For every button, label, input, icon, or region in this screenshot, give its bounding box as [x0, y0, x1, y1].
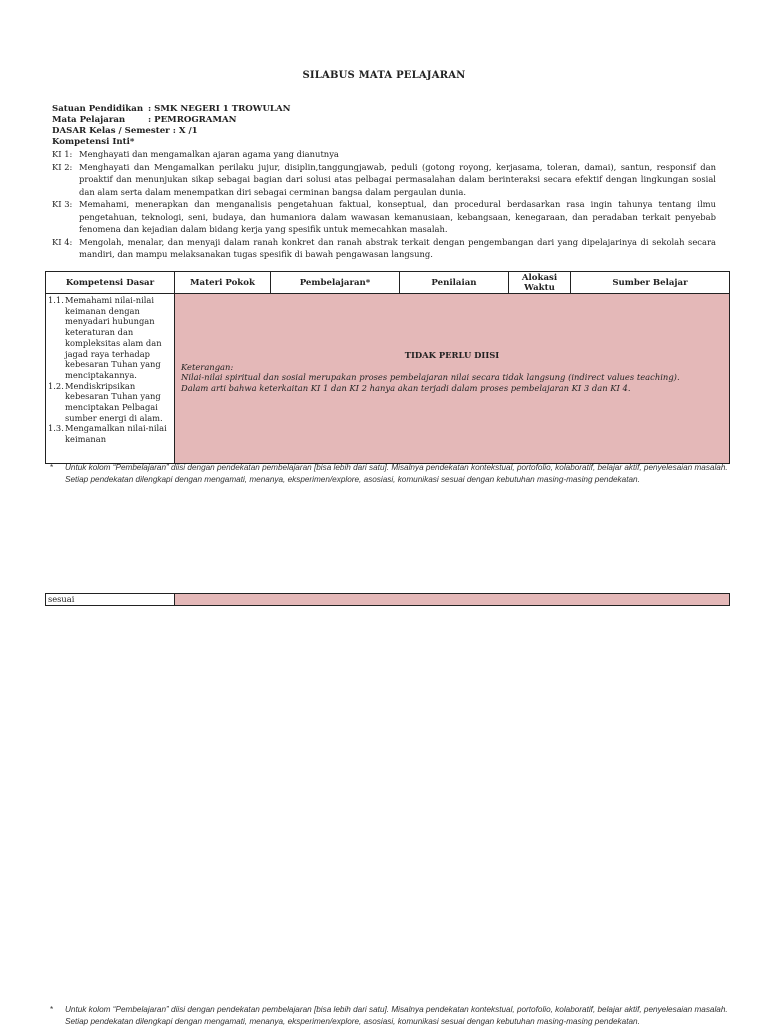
ki-item [52, 198, 716, 236]
syllabus-table-continued [45, 593, 730, 606]
kd-item [48, 295, 172, 381]
kelas-row: DASAR Kelas / Semester : X /1 [52, 126, 198, 136]
not-filled-cell [175, 594, 730, 606]
not-filled-label: TIDAK PERLU DIISI [404, 350, 500, 360]
ki-text: Mengolah, menalar, dan menyaji dalam ranah konkret dan ranah abstrak terkait dengan pengembangan dari yang dipelajarinya di sekolah secara mandiri, dan mampu melaksanakan tugas spesifik di bawah pengawasan langsung. [79, 236, 716, 259]
document-title: SILABUS MATA PELAJARAN [302, 70, 466, 81]
satuan-label: Satuan Pendidikan [52, 104, 144, 114]
syllabus-table [45, 271, 730, 464]
ki-number: KI 3: [52, 199, 73, 209]
ki-text: Memahami, menerapkan dan menganalisis pengetahuan faktual, konseptual, dan procedural berdasarkan rasa ingin tahunya tentang ilmu pengetahuan, teknologi, seni, budaya, dan humaniora dalam wawasan kemanusiaan, kebangsaan, kenegaraan, dan peradaban terkait penyebab fenomena dan kejadian dalam bidang kerja yang spesifik untuk memecahkan masalah. [79, 199, 716, 234]
ki-number: KI 4: [52, 236, 73, 247]
table-row [46, 294, 730, 464]
column-header-penilaian: Penilaian [400, 272, 509, 294]
note-label: Keterangan: [181, 361, 234, 372]
kd-item [48, 381, 172, 424]
table-row [46, 594, 730, 606]
mapel-value: : PEMROGRAMAN [148, 115, 237, 125]
column-header-materi-pokok: Materi Pokok [175, 272, 271, 294]
ki-text: Menghayati dan mengamalkan ajaran agama yang dianutnya [79, 149, 339, 159]
column-header-sumber-belajar: Sumber Belajar [571, 272, 730, 294]
kd-number: 1.2. [48, 380, 64, 391]
ki-item [52, 148, 716, 161]
kompetensi-inti-list [52, 148, 716, 261]
kompetensi-dasar-continued-cell: sesuai [46, 594, 175, 606]
not-filled-cell [175, 294, 730, 464]
satuan-row [52, 104, 291, 115]
kd-text: Mendiskripsikan kebesaran Tuhan yang menciptakan Pelbagai sumber energi di alam. [65, 380, 163, 423]
note-line: Dalam arti bahwa keterkaitan KI 1 dan KI 2 hanya akan terjadi dalam proses pembelajaran KI 3 dan KI 4. [181, 382, 631, 393]
footnote-marker: * [50, 463, 54, 472]
ki-text: Menghayati dan Mengamalkan perilaku jujur, disiplin,tanggungjawab, peduli (gotong royong, kerjasama, toleran, damai), santun, responsif dan proaktif dan menunjukan sikap sebagai bagian dari solusi atas pelbagai permasalahan dalam berinteraksi secara efektif dengan lingkungan sosial dan alam serta dalam menempatkan diri sebagai cerminan bangsa dalam pergaulan dunia. [79, 161, 716, 197]
ki-number: KI 1: [52, 149, 73, 159]
ki-number: KI 2: [52, 161, 73, 172]
mapel-row [52, 115, 291, 126]
column-header-pembelajaran: Pembelajaran* [271, 272, 400, 294]
kd-number: 1.3. [48, 423, 64, 434]
kd-text: Memahami nilai-nilai keimanan dengan menyadari hubungan keteraturan dan kompleksitas alam dan jagad raya terhadap kebesaran Tuhan yang menciptakannya. [65, 295, 162, 380]
column-header-kompetensi-dasar: Kompetensi Dasar [46, 272, 175, 294]
column-header-alokasi-waktu: Alokasi Waktu [509, 272, 571, 294]
footnote-text: Untuk kolom “Pembelajaran” diisi dengan pendekatan pembelajaran [bisa lebih dari satu]. Misalnya pendekatan kontekstual, portofolio, kolaboratif, belajar aktif, penyelesaian masalah. Setiap pendekatan dilengkapi dengan mengamati, menanya, eksperimen/explore, asosiasi, komunikasi sesuai dengan kebutuhan masing-masing pendekatan. [65, 463, 728, 484]
kd-number: 1.1. [48, 295, 64, 305]
satuan-value: : SMK NEGERI 1 TROWULAN [148, 104, 291, 114]
note-line: Nilai-nilai spiritual dan sosial merupakan proses pembelajaran nilai secara tidak langsung (indirect values teaching). [181, 372, 680, 383]
footnote [50, 462, 730, 485]
kd-item [48, 423, 172, 444]
note-block [175, 294, 729, 393]
table-header-row [46, 272, 730, 294]
footnote-text: Untuk kolom “Pembelajaran” diisi dengan pendekatan pembelajaran [bisa lebih dari satu]. Misalnya pendekatan kontekstual, portofolio, kolaboratif, belajar aktif, penyelesaian masalah. Setiap pendekatan dilengkapi dengan mengamati, menanya, eksperimen/explore, asosiasi, komunikasi sesuai dengan kebutuhan masing-masing pendekatan. [65, 1005, 728, 1026]
mapel-label: Mata Pelajaran [52, 115, 126, 125]
footnote-marker: * [50, 1005, 54, 1014]
kd-text: Mengamalkan nilai-nilai keimanan [65, 423, 167, 445]
ki-item [52, 161, 716, 199]
document-meta [52, 104, 291, 148]
kompetensi-dasar-cell [46, 294, 175, 464]
ki-item [52, 236, 716, 261]
ki-heading: Kompetensi Inti* [52, 137, 135, 147]
